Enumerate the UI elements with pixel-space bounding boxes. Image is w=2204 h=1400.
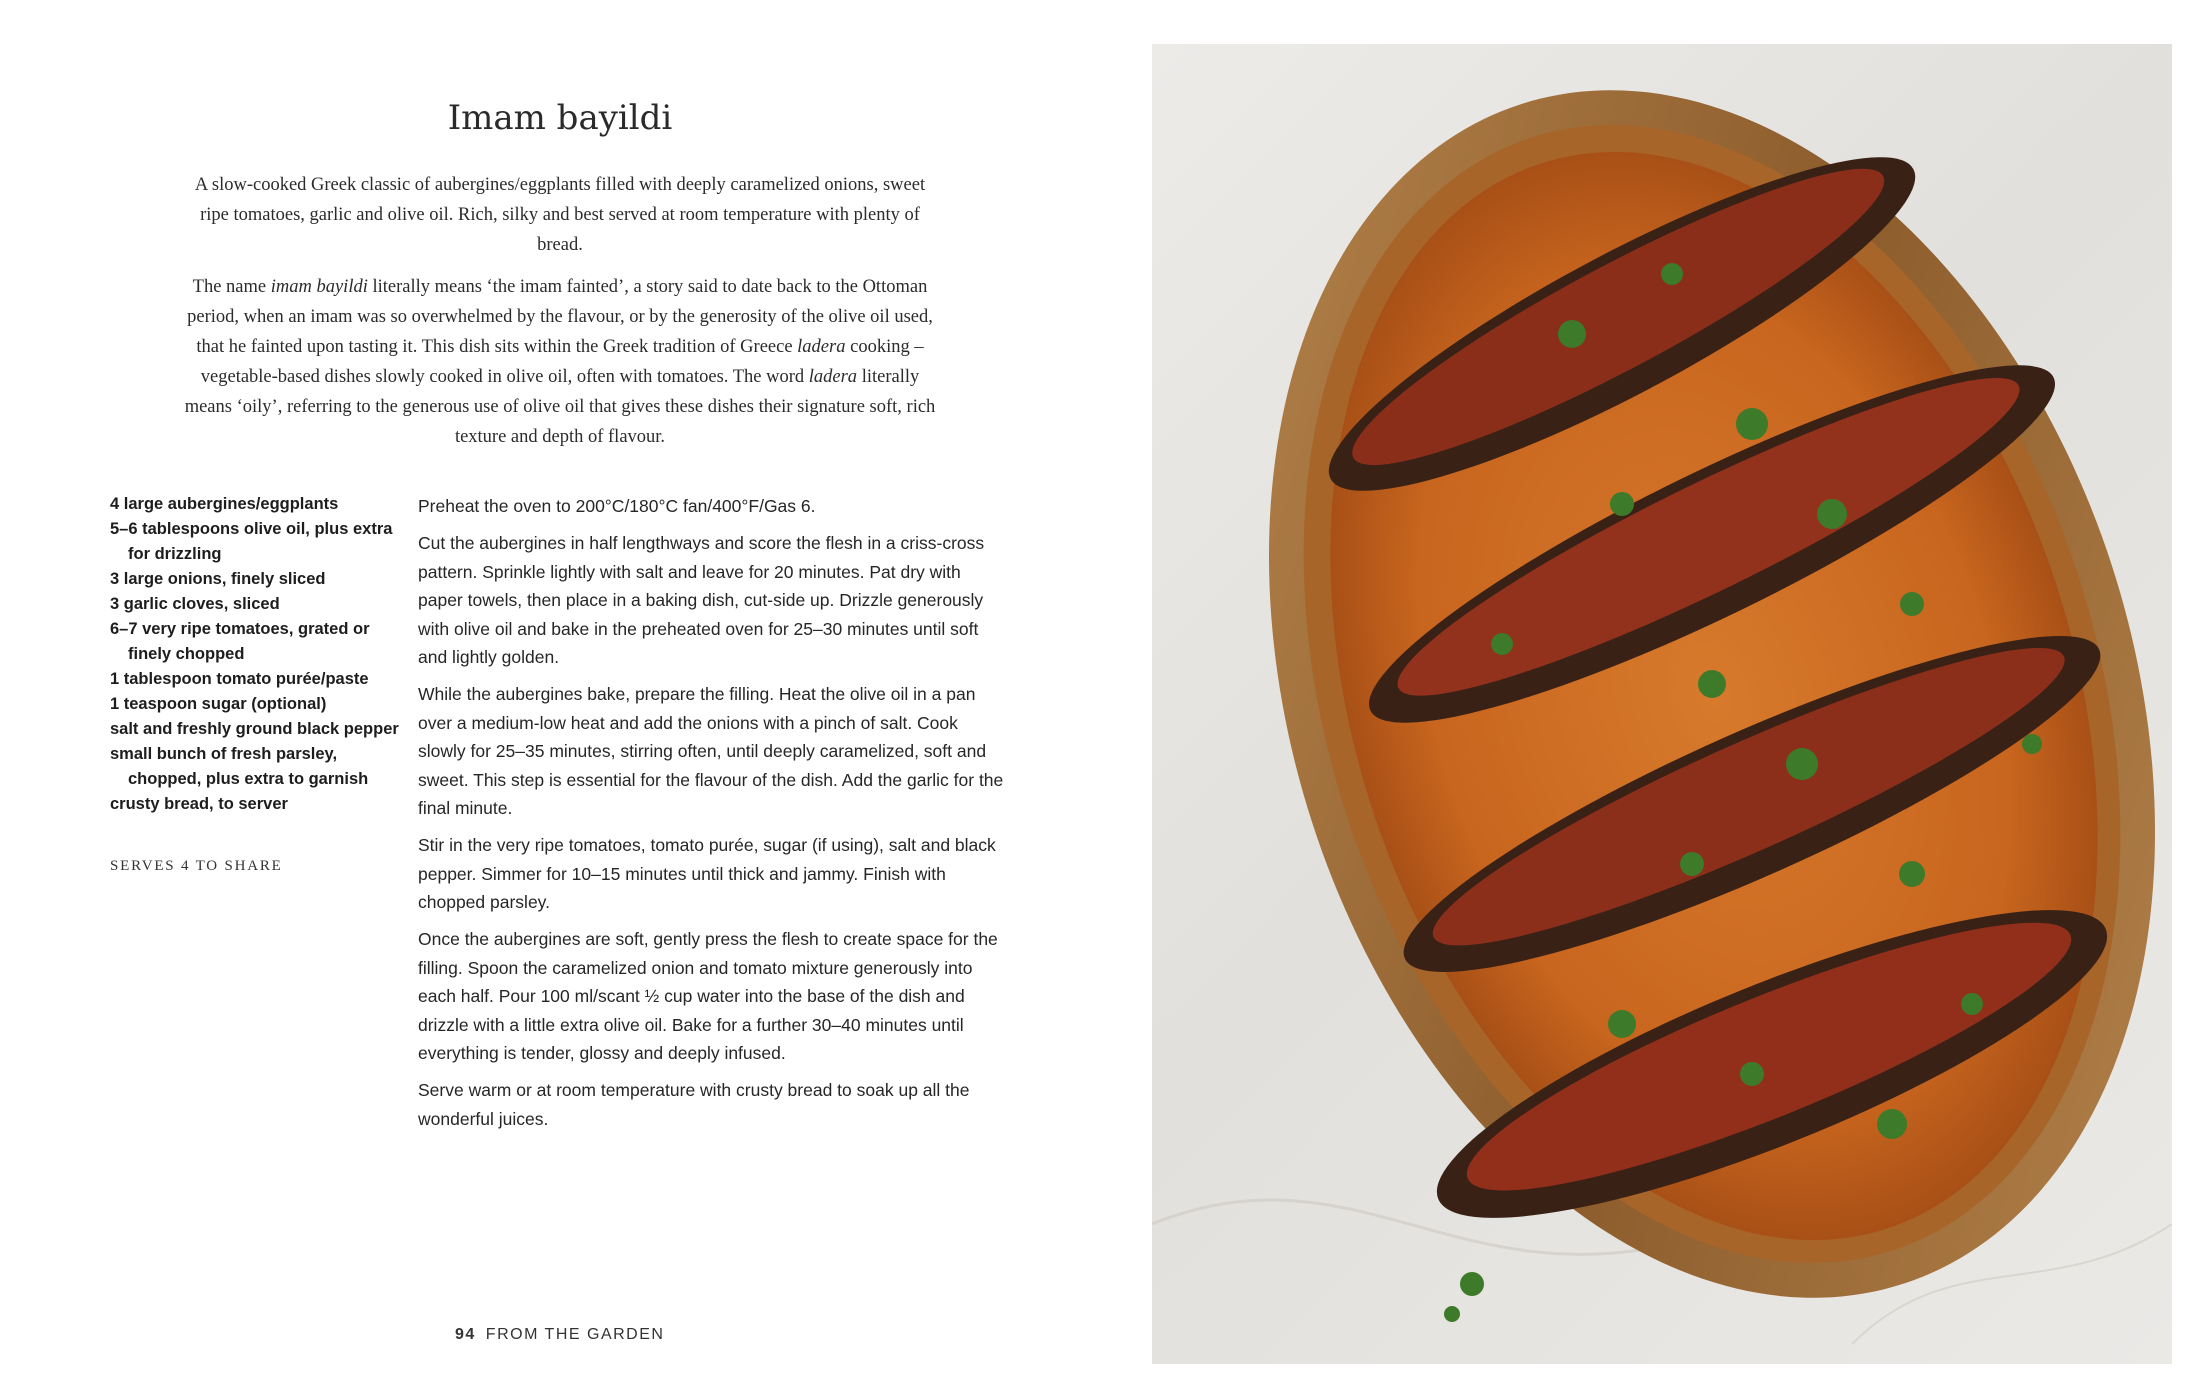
ingredient-item: 5–6 tablespoons olive oil, plus extra for drizzling xyxy=(110,520,393,563)
dish-photo xyxy=(1152,44,2172,1364)
method-step: Once the aubergines are soft, gently press the flesh to create space for the filling. Spoon the caramelized onion and tomato mixture generously into each half. Pour 100 ml/scant ½ cup water into the base of the dish and drizzle with a little extra olive oil. Bake for a further 30–40 minutes until everything is tender, glossy and deeply infused. xyxy=(418,929,998,1063)
method-step: Cut the aubergines in half lengthways and score the flesh in a criss-cross pattern. Sprinkle lightly with salt and leave for 20 minutes. Pat dry with paper towels, then place in a baking dish, cut-side up. Drizzle generously with olive oil and bake in the preheated oven for 25–30 minutes until soft and lightly golden. xyxy=(418,533,985,667)
ingredients-list xyxy=(110,492,400,817)
ingredient-item: 3 garlic cloves, sliced xyxy=(110,595,280,613)
recipe-title: Imam bayildi xyxy=(447,98,673,138)
dish-illustration xyxy=(1152,44,2172,1364)
ingredient-item: 1 teaspoon sugar (optional) xyxy=(110,695,327,713)
method-steps xyxy=(418,492,1008,1142)
method-step: Serve warm or at room temperature with crusty bread to soak up all the wonderful juices. xyxy=(418,1080,970,1129)
ingredient-item: 6–7 very ripe tomatoes, grated or finely chopped xyxy=(110,620,370,663)
method-step: Preheat the oven to 200°C/180°C fan/400°F/Gas 6. xyxy=(418,496,816,516)
method-step: While the aubergines bake, prepare the filling. Heat the olive oil in a pan over a medium-low heat and add the onions with a pinch of salt. Cook slowly for 25–35 minutes, stirring often, until deeply caramelized, soft and sweet. This step is essential for the flavour of the dish. Add the garlic for the final minute. xyxy=(418,684,1004,818)
ingredient-item: 4 large aubergines/eggplants xyxy=(110,495,339,513)
intro-paragraph-1: A slow-cooked Greek classic of aubergines/eggplants filled with deeply caramelized onions, sweet ripe tomatoes, garlic and olive oil. Rich, silky and best served at room temperature with plenty of bread. xyxy=(194,175,926,255)
ingredient-item: crusty bread, to server xyxy=(110,795,288,813)
intro-paragraph-2: The name imam bayildi literally means ‘the imam fainted’, a story said to date back to the Ottoman period, when an imam was so overwhelmed by the flavour, or by the generosity of the olive oil used, that he fainted upon tasting it. This dish sits within the Greek tradition of Greece ladera cooking – vegetable-based dishes slowly cooked in olive oil, often with tomatoes. The word ladera literally means ‘oily’, referring to the generous use of olive oil that gives these dishes their signature soft, rich texture and depth of flavour. xyxy=(184,277,936,447)
ingredient-item: 3 large onions, finely sliced xyxy=(110,570,326,588)
ingredient-item: salt and freshly ground black pepper xyxy=(110,720,399,738)
ingredient-item: 1 tablespoon tomato purée/paste xyxy=(110,670,369,688)
serves-label: SERVES 4 TO SHARE xyxy=(110,858,283,874)
section-name: FROM THE GARDEN xyxy=(485,1326,665,1343)
page-footer xyxy=(455,1326,664,1344)
method-step: Stir in the very ripe tomatoes, tomato purée, sugar (if using), salt and black pepper. Simmer for 10–15 minutes until thick and jammy. Finish with chopped parsley. xyxy=(418,835,996,912)
ingredient-item: small bunch of fresh parsley, chopped, plus extra to garnish xyxy=(110,745,369,788)
page-number: 94 xyxy=(455,1326,476,1343)
recipe-intro xyxy=(180,170,940,464)
